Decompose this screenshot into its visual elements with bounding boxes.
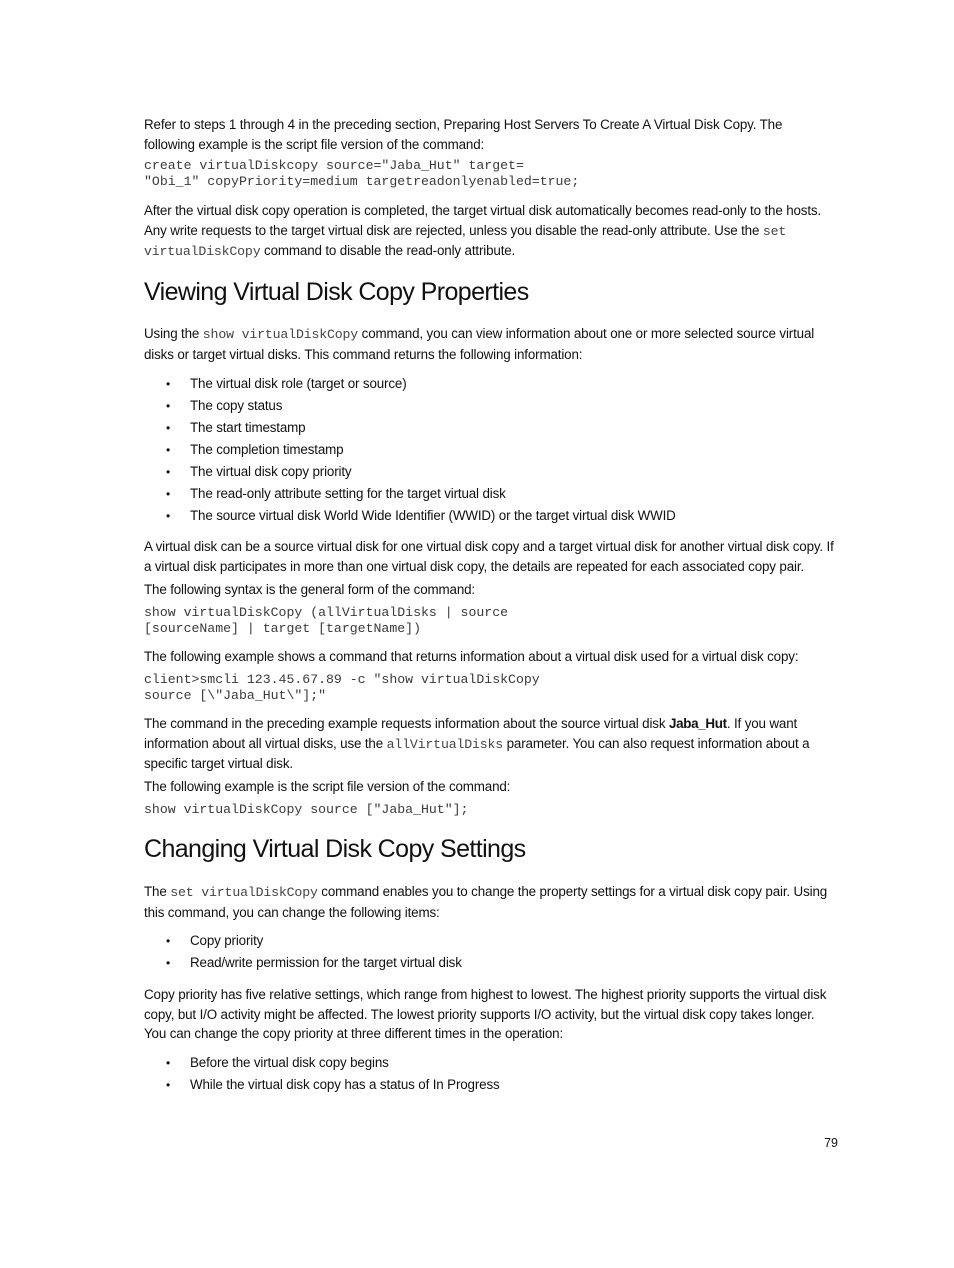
bullet-icon: •	[166, 487, 171, 501]
list-item-text: The completion timestamp	[190, 442, 344, 457]
section-heading-viewing: Viewing Virtual Disk Copy Properties	[144, 278, 529, 306]
intro-after-inline-code: set virtualDiskCopy	[144, 223, 787, 260]
list-item-text: The read-only attribute setting for the target virtual disk	[190, 486, 506, 501]
explanation-inline-code: allVirtualDisks	[386, 736, 504, 752]
bullet-icon: •	[166, 1056, 171, 1070]
list-item	[144, 483, 836, 505]
explanation-text-b: . If you want information about all virtual disks, use the	[144, 716, 798, 751]
list-item-text: The start timestamp	[190, 420, 306, 435]
bullet-icon: •	[166, 1078, 171, 1092]
list-item-text: Copy priority	[190, 933, 264, 948]
list-item-text: The virtual disk copy priority	[190, 464, 352, 479]
bullet-icon: •	[166, 956, 171, 970]
bullet-icon: •	[166, 399, 171, 413]
intro-code-block: create virtualDiskcopy source="Jaba_Hut" target= "Obi_1" copyPriority=medium targetreadonlyenabled=true;	[144, 158, 580, 189]
intro-paragraph: Refer to steps 1 through 4 in the preceding section, Preparing Host Servers To Create A Virtual Disk Copy. The following example is the script file version of the command:	[144, 117, 783, 152]
bullet-icon: •	[166, 465, 171, 479]
intro-after-text-a: After the virtual disk copy operation is completed, the target virtual disk automatically becomes read-only to the hosts. Any write requests to the target virtual disk are rejected, unless you disable the read-only attribute. Use the	[144, 203, 822, 238]
example-code-block: client>smcli 123.45.67.89 -c "show virtualDiskCopy source [\"Jaba_Hut\"];"	[144, 672, 540, 703]
list-item	[144, 461, 836, 483]
list-item	[144, 373, 836, 395]
syntax-code-block: show virtualDiskCopy (allVirtualDisks | source [sourceName] | target [targetName])	[144, 605, 509, 636]
explanation-bold-name: Jaba_Hut	[668, 716, 727, 731]
changing-intro-inline-code: set virtualDiskCopy	[170, 885, 318, 900]
page-number: 79	[824, 1136, 838, 1150]
viewing-intro-paragraph	[144, 324, 836, 364]
list-item	[144, 439, 836, 461]
list-item-text: The source virtual disk World Wide Identifier (WWID) or the target virtual disk WWID	[190, 508, 676, 523]
viewing-intro-text-b: command, you can view information about one or more selected source virtual disks or target virtual disks. This command returns the following information:	[144, 326, 815, 362]
info-bullet-list	[144, 373, 836, 527]
list-item	[144, 417, 836, 439]
list-item	[144, 1052, 836, 1074]
list-item-text: Read/write permission for the target virtual disk	[190, 955, 462, 970]
example-intro-paragraph: The following example shows a command that returns information about a virtual disk used for a virtual disk copy:	[144, 649, 799, 664]
priority-times-bullet-list	[144, 1052, 836, 1096]
list-item-text: While the virtual disk copy has a status of In Progress	[190, 1077, 500, 1092]
list-item	[144, 395, 836, 417]
list-item	[144, 505, 836, 527]
viewing-intro-inline-code: show virtualDiskCopy	[202, 327, 359, 342]
settings-bullet-list	[144, 930, 836, 974]
explanation-text-c: parameter. You can also request information about a specific target virtual disk.	[144, 735, 810, 772]
intro-after-paragraph	[144, 201, 836, 262]
source-target-paragraph: A virtual disk can be a source virtual disk for one virtual disk copy and a target virtual disk for another virtual disk copy. If a virtual disk participates in more than one virtual disk copy, the details are repeated for each associated copy pair.	[144, 539, 834, 574]
changing-intro-text-b: command enables you to change the property settings for a virtual disk copy pair. Using this command, you can change the following items:	[144, 884, 828, 920]
section-heading-changing: Changing Virtual Disk Copy Settings	[144, 835, 526, 863]
bullet-icon: •	[166, 934, 171, 948]
copy-priority-paragraph: Copy priority has five relative settings, which range from highest to lowest. The highest priority supports the virtual disk copy, but I/O activity might be affected. The lowest priority supports I/O activity, but the virtual disk copy takes longer. You can change the copy priority at three different times in the operation:	[144, 987, 827, 1042]
explanation-text-a: The command in the preceding example requests information about the source virtual disk	[144, 716, 669, 731]
syntax-intro-paragraph: The following syntax is the general form of the command:	[144, 582, 475, 597]
bullet-icon: •	[166, 509, 171, 523]
viewing-intro-text-a: Using the	[144, 326, 203, 341]
script-version-paragraph: The following example is the script file version of the command:	[144, 779, 511, 794]
changing-intro-text-a: The	[144, 884, 171, 899]
bullet-icon: •	[166, 443, 171, 457]
bullet-icon: •	[166, 377, 171, 391]
example-explanation-paragraph	[144, 714, 836, 774]
list-item	[144, 930, 836, 952]
list-item	[144, 952, 836, 974]
list-item-text: The virtual disk role (target or source)	[190, 376, 407, 391]
list-item	[144, 1074, 836, 1096]
script-version-code-block: show virtualDiskCopy source ["Jaba_Hut"];	[144, 802, 469, 817]
list-item-text: The copy status	[190, 398, 283, 413]
bullet-icon: •	[166, 421, 171, 435]
list-item-text: Before the virtual disk copy begins	[190, 1055, 389, 1070]
changing-intro-paragraph	[144, 882, 836, 922]
intro-after-text-b: command to disable the read-only attribute.	[260, 243, 516, 259]
